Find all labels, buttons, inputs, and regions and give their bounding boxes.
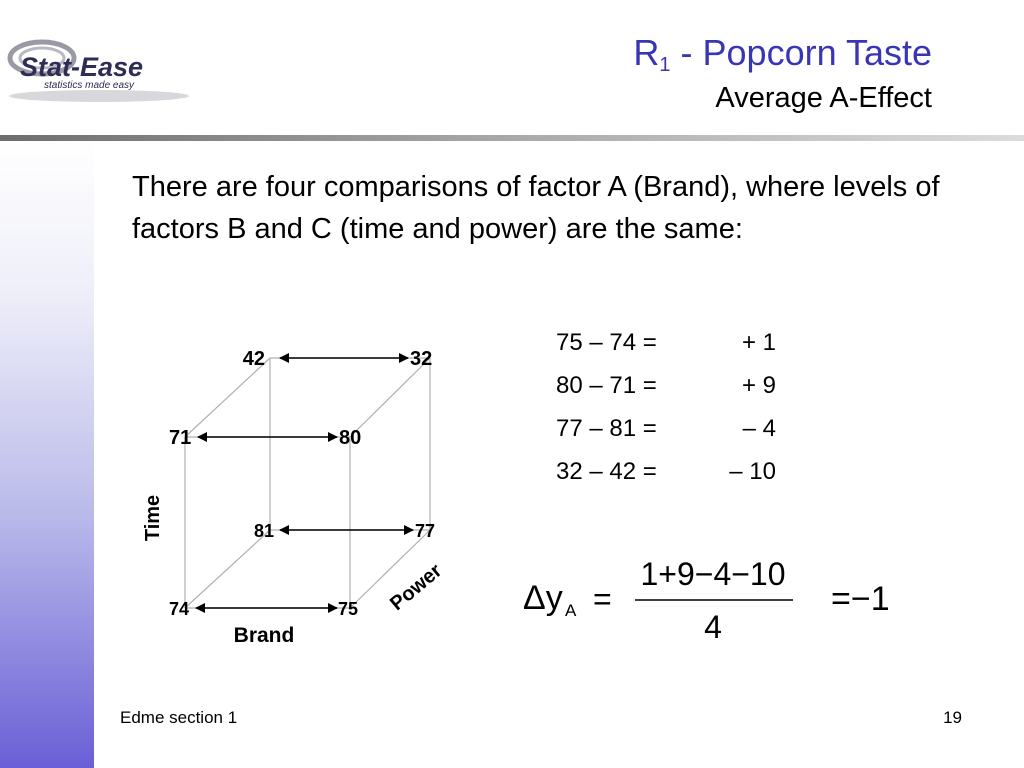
formula-result: =−1 (831, 580, 890, 618)
body-text: There are four comparisons of factor A (Brand), where levels of factors B and C (time and power) are the same: (132, 171, 940, 245)
difference-row (556, 372, 776, 400)
difference-result: + 1 (741, 329, 776, 356)
difference-expr: 80 – 71 = (556, 372, 657, 399)
stat-ease-logo (4, 36, 194, 106)
cube-value-77: 77 (415, 521, 436, 541)
header-rule (0, 135, 1024, 141)
formula-numerator: 1+9−4−10 (640, 556, 786, 592)
cube-edges (185, 358, 430, 608)
cube-value-81: 81 (254, 521, 275, 541)
difference-row (556, 329, 776, 357)
difference-result: – 10 (729, 458, 776, 485)
axis-label-brand: Brand (233, 624, 295, 647)
difference-expr: 32 – 42 = (556, 458, 657, 485)
difference-result: – 4 (742, 415, 776, 442)
difference-row (556, 458, 776, 486)
formula-equals: = (593, 581, 612, 617)
cube-value-32: 32 (410, 348, 433, 370)
difference-row (556, 415, 776, 443)
brand-arrows (196, 358, 413, 608)
cube-value-75: 75 (338, 599, 359, 619)
difference-expr: 77 – 81 = (556, 415, 657, 442)
effect-formula (515, 548, 935, 648)
page-number: 19 (943, 708, 962, 727)
cube-value-71: 71 (169, 427, 192, 449)
slide-subtitle: Average A-Effect (715, 82, 932, 114)
logo-brand-text: Stat-Ease (20, 52, 144, 82)
slide-title (633, 32, 932, 77)
formula-lhs: Δy (523, 579, 563, 617)
footer-section-label: Edme section 1 (120, 708, 238, 727)
cube-diagram (130, 330, 470, 650)
cube-value-42: 42 (242, 348, 265, 370)
axis-label-power: Power (386, 559, 447, 616)
sidebar-gradient (0, 140, 94, 768)
cube-value-80: 80 (339, 427, 362, 449)
formula-lhs-subscript: A (565, 601, 577, 620)
difference-result: + 9 (741, 372, 776, 399)
cube-value-74: 74 (169, 599, 190, 619)
title-prefix: R (633, 32, 660, 73)
title-suffix: - Popcorn Taste (670, 32, 932, 73)
formula-denominator: 4 (704, 609, 722, 645)
axis-label-time: Time (142, 494, 164, 542)
title-subscript: 1 (659, 54, 671, 76)
difference-expr: 75 – 74 = (556, 329, 657, 356)
logo-tagline-text: statistics made easy (44, 80, 135, 91)
